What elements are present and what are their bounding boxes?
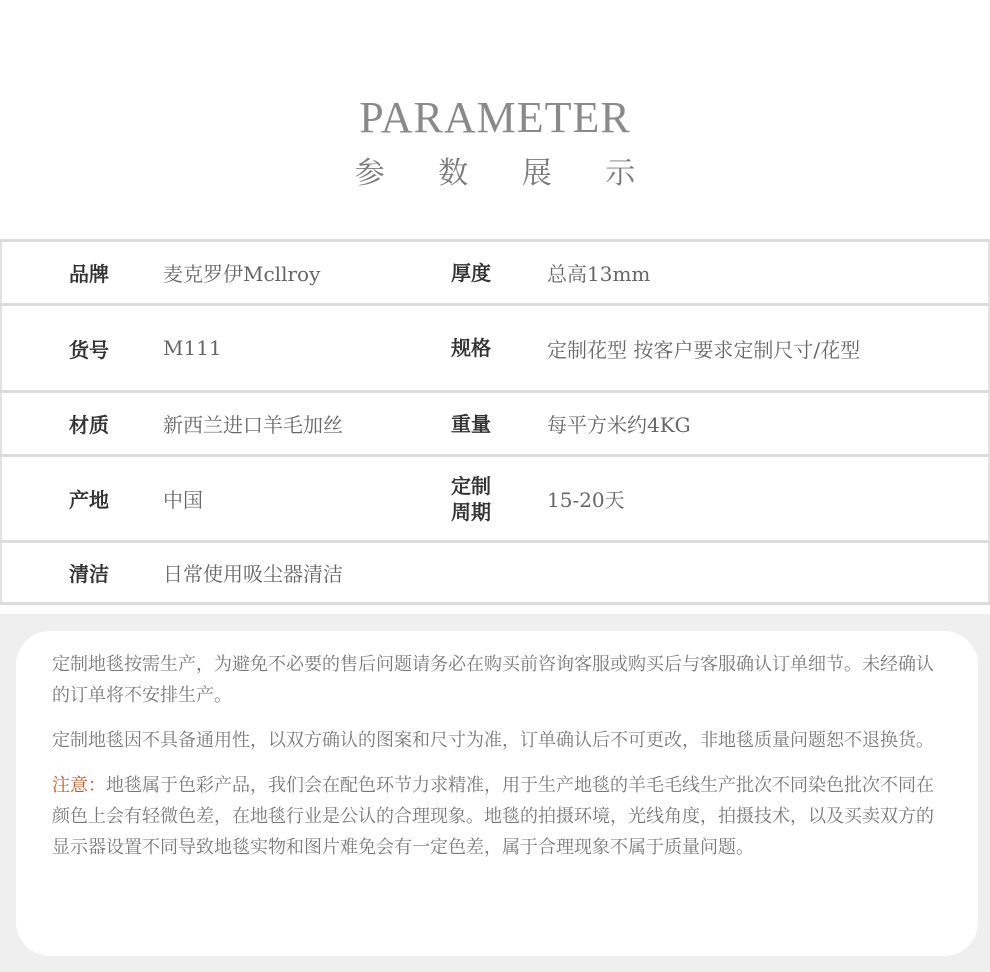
cycle-value: 15-20天 [511,456,989,542]
table-row [1,305,989,392]
table-row [1,456,989,542]
notice-paragraph-3 [52,770,948,863]
item-no-value: M111 [134,305,385,392]
item-no-label: 货号 [1,305,134,392]
parameter-table [0,239,990,605]
brand-value: 麦克罗伊Mcllroy [134,241,385,305]
notice-paragraph-1: 定制地毯按需生产，为避免不必要的售后问题请务必在购买前咨询客服或购买后与客服确认订单细节。未经确认的订单将不安排生产。 [52,654,934,706]
page-title: PARAMETER [359,93,631,142]
weight-label: 重量 [385,392,511,456]
table-row [1,392,989,456]
cleaning-value: 日常使用吸尘器清洁 [134,542,989,604]
material-label: 材质 [1,392,134,456]
origin-value: 中国 [134,456,385,542]
cleaning-label: 清洁 [1,542,134,604]
brand-label: 品牌 [1,241,134,305]
material-value: 新西兰进口羊毛加丝 [134,392,385,456]
page-subtitle: 参 数 展 示 [354,156,658,191]
attention-text: 地毯属于色彩产品，我们会在配色环节力求精准，用于生产地毯的羊毛毛线生产批次不同染色批次不同在颜色上会有轻微色差，在地毯行业是公认的合理现象。地毯的拍摄环境，光线角度，拍摄技术，以及买卖双方的显示器设置不同导致地毯实物和图片难免会有一定色差，属于合理现象不属于质量问题。 [52,775,934,858]
spec-value: 定制花型 按客户要求定制尺寸/花型 [511,305,989,392]
table-row [1,241,989,305]
notice-card [16,631,978,956]
cycle-label-line1: 定制 [451,473,491,498]
attention-label: 注意： [52,775,106,796]
thickness-label: 厚度 [385,241,511,305]
cycle-label [385,456,511,542]
table-row [1,542,989,604]
notice-paragraph-2: 定制地毯因不具备通用性，以双方确认的图案和尺寸为准，订单确认后不可更改，非地毯质量问题恕不退换货。 [52,730,934,751]
cycle-label-line2: 周期 [451,499,491,524]
origin-label: 产地 [1,456,134,542]
spec-label: 规格 [385,305,511,392]
weight-value: 每平方米约4KG [511,392,989,456]
thickness-value: 总高13mm [511,241,989,305]
